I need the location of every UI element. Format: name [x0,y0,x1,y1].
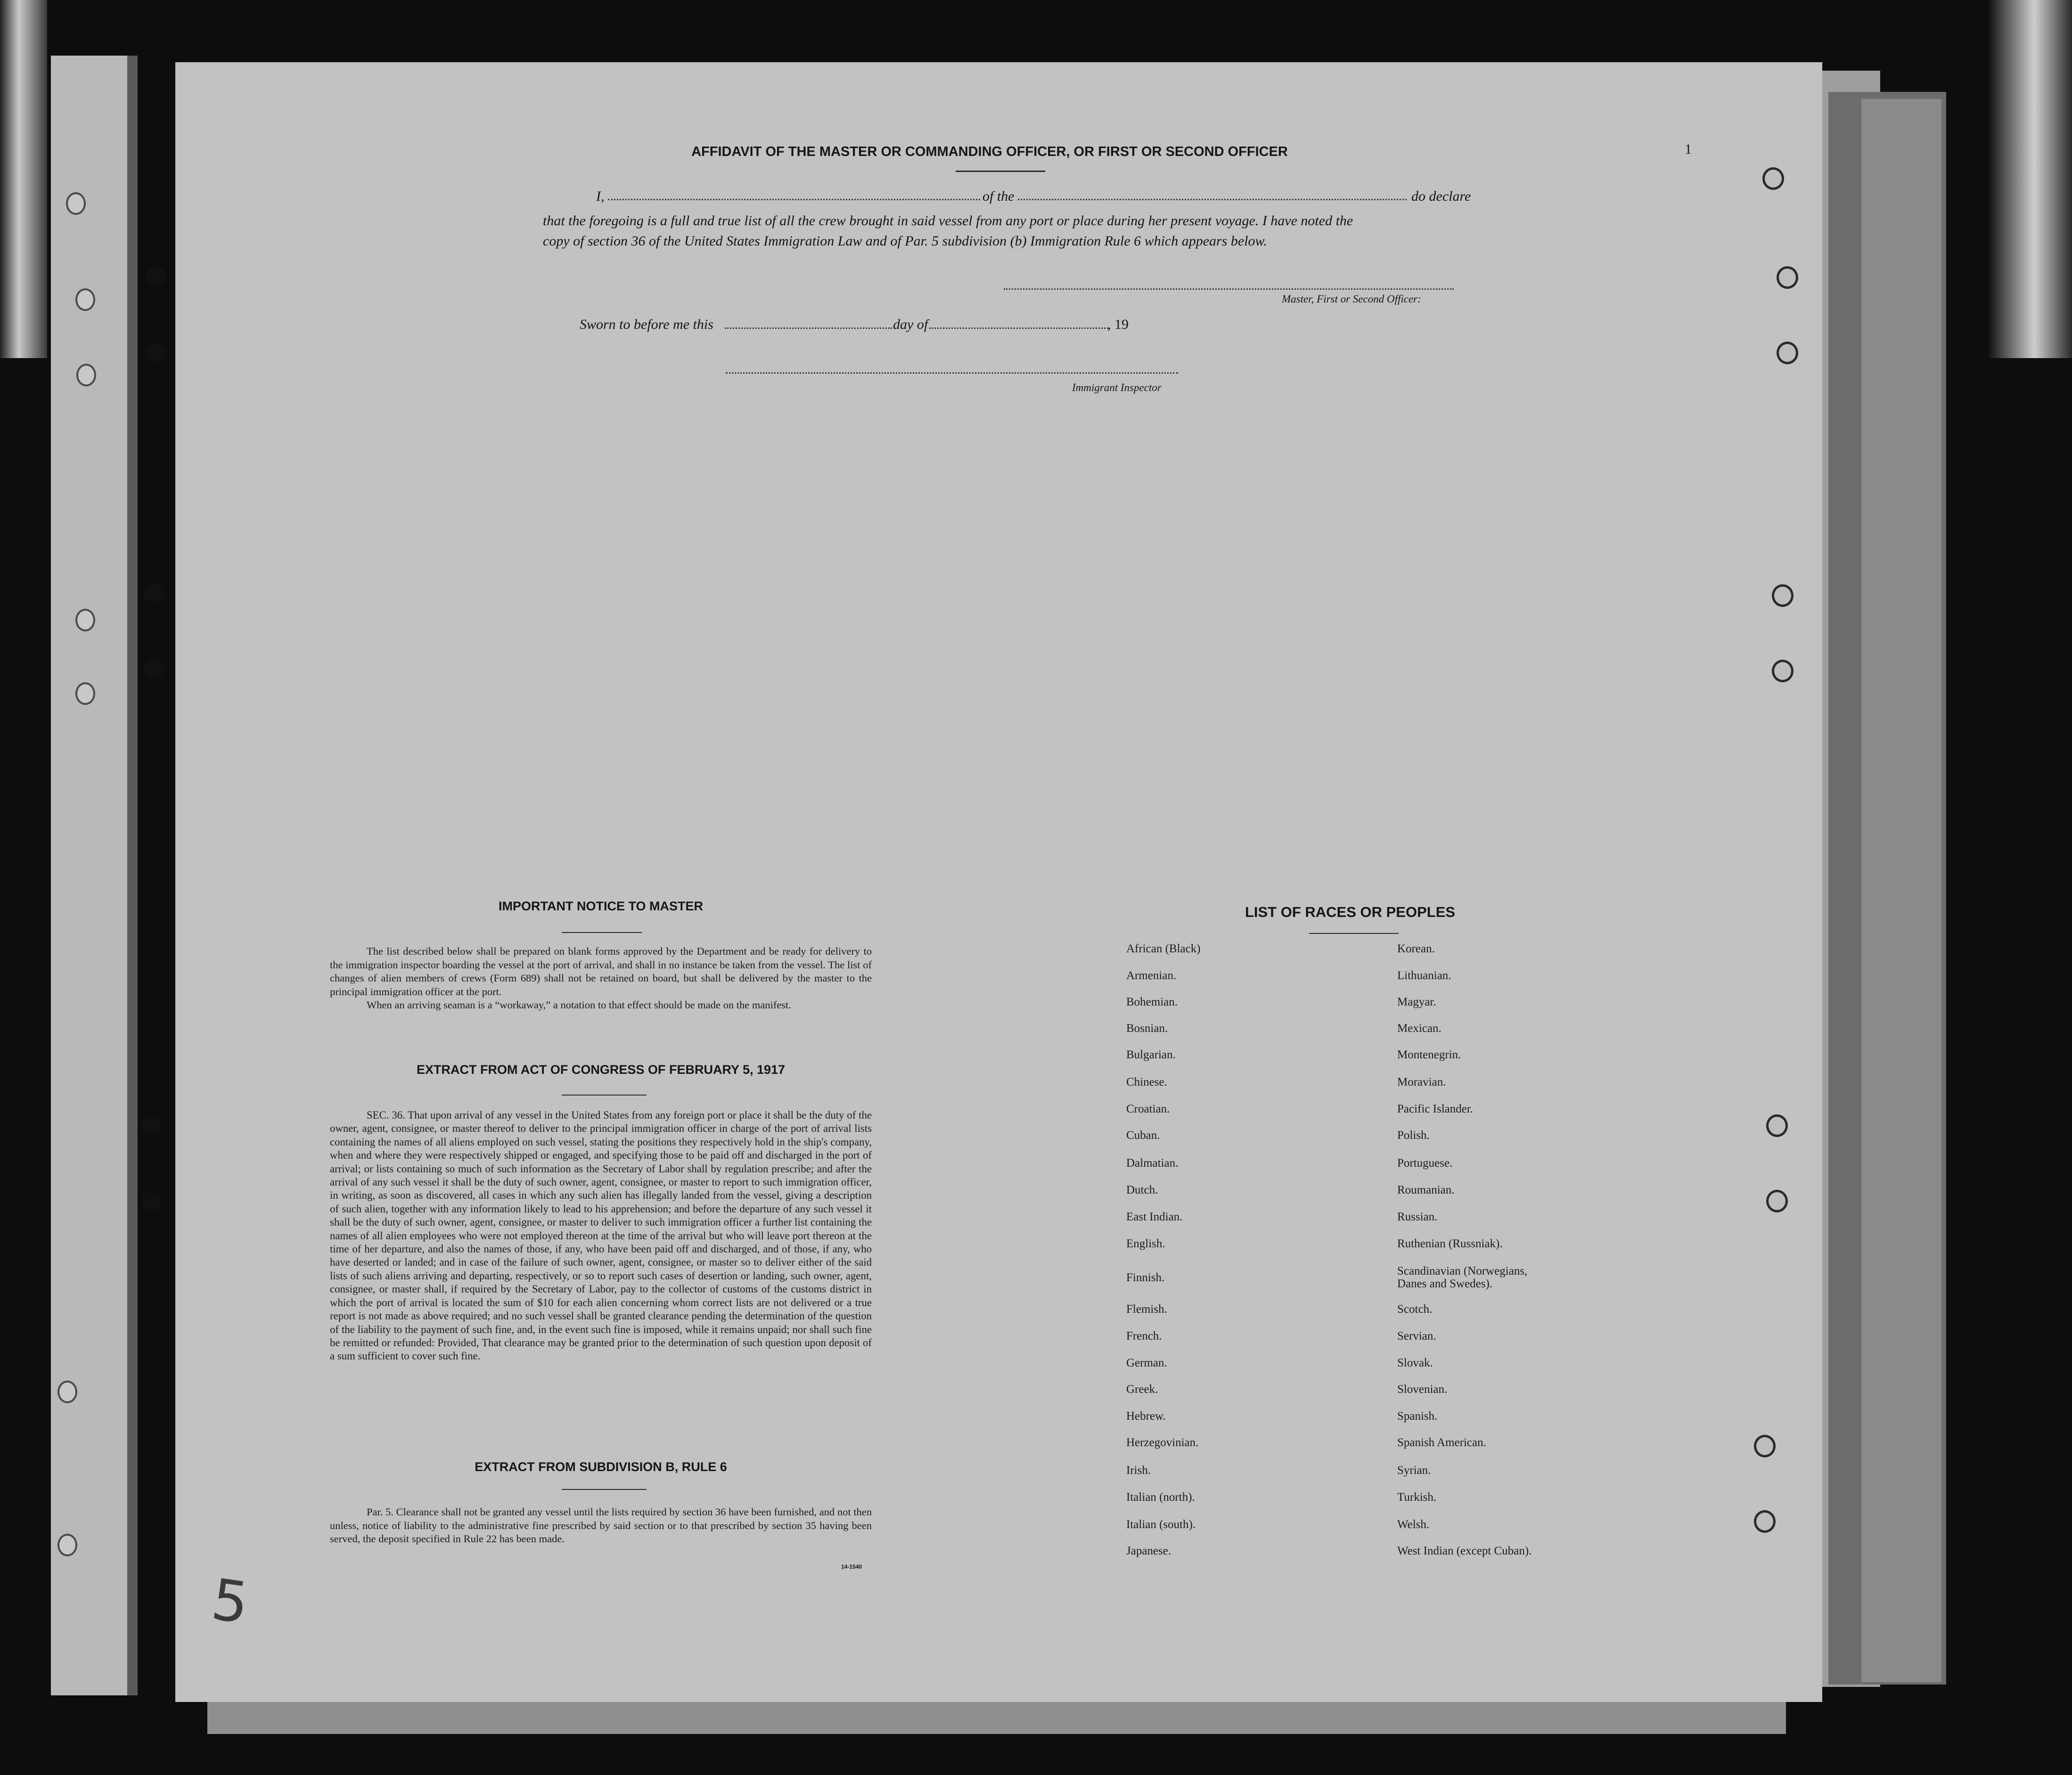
race-entry: West Indian (except Cuban). [1397,1545,1532,1557]
race-entry: Welsh. [1397,1518,1430,1531]
punch-hole [146,344,166,363]
notice-title: IMPORTANT NOTICE TO MASTER [499,899,703,913]
extract2-paragraph: Par. 5. Clearance shall not be granted any vessel until the lists required by section 36 have been furnished, and not then unless, notice of liability to the administrative fine prescribed by said section or to that prescribed by section 35 having been served, the deposit specified in Rule 22 has been made. [330,1506,872,1545]
binder-hole [57,1381,77,1403]
inspector-signature-field[interactable] [726,372,1178,374]
declarant-prefix: I, [596,188,605,204]
affidavit-title: AFFIDAVIT OF THE MASTER OR COMMANDING OFFICER, OR FIRST OR SECOND OFFICER [691,144,1288,159]
binder-hole [75,288,95,311]
race-entry: Roumanian. [1397,1184,1455,1196]
punch-hole [1777,266,1798,289]
inspector-caption: Immigrant Inspector [1072,382,1162,393]
extract2-rule [562,1489,647,1490]
punch-hole [1766,1190,1788,1212]
race-entry: Croatian. [1126,1103,1170,1115]
race-entry: Hebrew. [1126,1410,1166,1423]
races-title: LIST OF RACES OR PEOPLES [1245,904,1456,920]
races-title-rule [1309,933,1399,934]
punch-hole [1772,584,1794,607]
extract1-paragraph: SEC. 36. That upon arrival of any vessel in the United States from any foreign port or place it shall be the duty of the owner, agent, consignee, or master thereof to deliver to the principal immigration officer in charge of the port of arrival lists containing the names of all aliens employed on such vessel, stating the positions they respectively hold in the ship's company, when and where they were respectively shipped or engaged, and specifying those to be paid off and discharged in the port of arrival; or lists containing so much of such information as the Secretary of Labor shall by regulation prescribe; and after the arrival of any such vessel it shall be the duty of such owner, agent, consignee, or master to report to such immigration officer, in writing, as soon as discovered, all cases in which any such alien has illegally landed from the vessel, giving a description of such alien, together with any information likely to lead to his apprehension; and before the departure of any such vessel it shall be the duty of such owner, agent, consignee, or master to deliver to such immigration officer a further list containing the names of all alien employees who were not employed thereon at the time of the arrival but who will leave port thereon at the time of her departure, and also the names of those, if any, who have been paid off and discharged, and of those, if any, who have deserted or landed; and in case of the failure of such owner, agent, consignee, or master so to deliver either of the said lists of such aliens arriving and departing, respectively, or so to report such cases of desertion or landing, such owner, agent, consignee, or master shall, if required by the Secretary of Labor, pay to the collector of customs of the customs district in which the port of arrival is located the sum of $10 for each alien concerning whom correct lists are not delivered or a true report is not made as above required; and no such vessel shall be granted clearance pending the determination of the question of the liability to the payment of such fine, and, in the event such fine is imposed, while it remains unpaid; nor shall such fine be remitted or refunded: Provided, That clearance may be granted prior to the determination of such question upon deposit of a sum sufficient to cover such fine. [330,1109,872,1362]
of-the-label: of the [983,188,1015,204]
race-entry: Bosnian. [1126,1022,1168,1035]
race-entry: Herzegovinian. [1126,1436,1199,1449]
punch-hole [1754,1435,1776,1457]
declaration-line-2: that the foregoing is a full and true list of all the crew brought in said vessel from any port or place during her present voyage. I have noted the [543,213,1353,229]
race-entry: Slovak. [1397,1357,1433,1369]
race-entry: Portuguese. [1397,1157,1453,1170]
race-entry: Dalmatian. [1126,1157,1179,1170]
race-entry: Flemish. [1126,1303,1167,1316]
race-entry: Spanish. [1397,1410,1438,1423]
race-entry: African (Black) [1126,942,1201,955]
race-entry: English. [1126,1237,1165,1250]
binder-hole [66,192,86,215]
race-entry: French. [1126,1330,1162,1342]
race-entry: Magyar. [1397,996,1436,1008]
sworn-day-field[interactable] [725,327,892,329]
do-declare-label: do declare [1411,188,1471,204]
punch-hole [1772,660,1794,682]
race-entry: Greek. [1126,1383,1158,1396]
punch-hole [146,266,166,285]
vessel-name-field[interactable] [1018,199,1407,200]
page-number: 1 [1685,141,1692,157]
race-entry: Pacific Islander. [1397,1103,1474,1115]
race-entry: Turkish. [1397,1491,1437,1504]
scan-edge-left [0,0,47,358]
scan-edge-right [1989,0,2072,358]
form-code: 14-1540 [841,1563,862,1570]
notice-paragraph: The list described below shall be prepared on blank forms approved by the Department and be ready for delivery to the immigration inspector boarding the vessel at the port of arrival, and shall in no instance be taken from the vessel. The list of changes of alien members of crews (Form 689) shall not be retained on board, but shall be delivered by the master to the principal immigration officer at the port. [330,945,872,998]
punch-hole [144,660,164,679]
punch-hole [141,1192,161,1211]
declarant-name-field[interactable] [608,199,980,200]
race-entry: Korean. [1397,942,1435,955]
binder-hole [76,364,96,386]
notice-paragraph: When an arriving seaman is a “workaway,” a notation to that effect should be made on the manifest. [367,999,791,1011]
extract1-title: EXTRACT FROM ACT OF CONGRESS OF FEBRUARY 5, 1917 [416,1063,786,1077]
race-entry: East Indian. [1126,1211,1183,1223]
officer-caption: Master, First or Second Officer: [1282,293,1421,305]
title-rule [956,171,1045,172]
race-entry: Syrian. [1397,1464,1431,1477]
punch-hole [144,584,164,603]
race-entry: Montenegrin. [1397,1048,1461,1061]
binder-hole [57,1534,77,1556]
race-entry: Chinese. [1126,1076,1167,1088]
race-entry: Finnish. [1126,1271,1165,1284]
punch-hole [141,1117,161,1136]
officer-signature-field[interactable] [1004,288,1454,290]
punch-hole [1766,1114,1788,1137]
race-entry: Bohemian. [1126,996,1178,1008]
race-entry: Scotch. [1397,1303,1433,1316]
binder-strip-edge [127,56,138,1695]
binder-hole [75,609,95,631]
form-page [175,62,1822,1702]
race-entry: Spanish American. [1397,1436,1486,1449]
race-entry: Polish. [1397,1129,1430,1142]
handwritten-mark: 5 [207,1567,253,1637]
race-entry: Lithuanian. [1397,969,1451,982]
race-entry: Armenian. [1126,969,1177,982]
extract1-body [330,1109,872,1363]
punch-hole [1777,342,1798,364]
race-entry: Bulgarian. [1126,1048,1176,1061]
punch-hole [1762,167,1784,190]
race-entry: Dutch. [1126,1184,1158,1196]
notice-body [330,945,872,1012]
race-entry: Mexican. [1397,1022,1441,1035]
sworn-month-field[interactable] [929,327,1108,329]
race-entry: Irish. [1126,1464,1151,1477]
race-entry: Slovenian. [1397,1383,1448,1396]
extract2-title: EXTRACT FROM SUBDIVISION B, RULE 6 [475,1460,727,1474]
binder-hole [75,682,95,705]
extract2-body [330,1505,872,1546]
sworn-prefix: Sworn to before me this [580,317,713,332]
page-stack-bottom [207,1696,1786,1734]
day-of-label: day of [893,317,928,332]
race-entry: Cuban. [1126,1129,1160,1142]
race-entry: Italian (south). [1126,1518,1196,1531]
race-entry: Moravian. [1397,1076,1446,1088]
race-entry: Russian. [1397,1211,1438,1223]
extract1-rule [562,1095,647,1096]
back-page [1861,99,1941,1682]
year-prefix: , 19 [1107,317,1129,332]
race-entry: German. [1126,1357,1167,1369]
notice-title-rule [562,932,642,933]
punch-hole [1754,1510,1776,1533]
race-entry: Italian (north). [1126,1491,1195,1504]
declaration-line-3: copy of section 36 of the United States Immigration Law and of Par. 5 subdivision (b) Immigration Rule 6 which appears below. [543,233,1267,249]
race-entry: Japanese. [1126,1545,1171,1557]
race-entry: Ruthenian (Russniak). [1397,1237,1503,1250]
race-entry: Scandinavian (Norwegians, Danes and Swedes). [1397,1265,1528,1290]
race-entry: Servian. [1397,1330,1436,1342]
